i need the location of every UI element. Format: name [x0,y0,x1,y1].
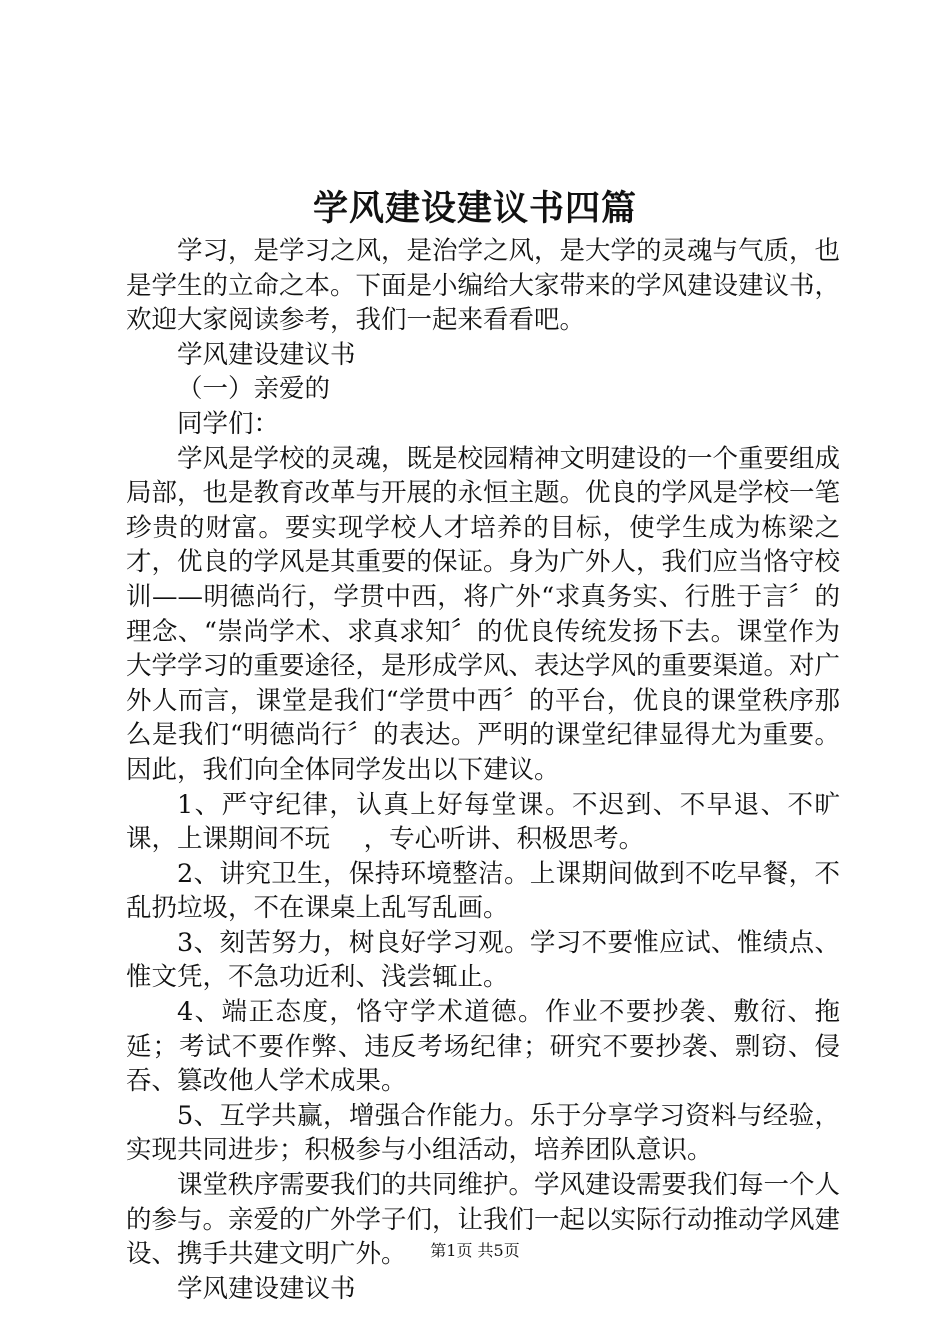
suggestion-item-4: 4、端正态度，恪守学术道德。作业不要抄袭、敷衍、拖延；考试不要作弊、违反考场纪律；研究不要抄袭、剽窃、侵吞、篡改他人学术成果。 [126,997,840,1097]
body-paragraph: 学风是学校的灵魂，既是校园精神文明建设的一个重要组成局部，也是教育改革与开展的永恒主题。优良的学风是学校一笔珍贵的财富。要实现学校人才培养的目标，使学生成为栋梁之才，优良的学风是其重要的保证。身为广外人，我们应当恪守校训——明德尚行，学贯中西，将广外“求真务实、行胜于言〞的理念、“崇尚学术、求真求知〞的优良传统发扬下去。课堂作为大学学习的重要途径，是形成学风、表达学风的重要渠道。对广外人而言，课堂是我们“学贯中西〞的平台，优良的课堂秩序那么是我们“明德尚行〞的表达。严明的课堂纪律显得尤为重要。因此，我们向全体同学发出以下建议。 [126,443,841,785]
section-heading-2: 学风建设建议书 [177,1273,356,1304]
section-heading: 学风建设建议书 [177,339,356,370]
subsection-label: （一）亲爱的 [177,374,331,405]
suggestion-item-2: 2、讲究卫生，保持环境整洁。上课期间做到不吃早餐，不乱扔垃圾，不在课桌上乱写乱画。 [126,858,840,924]
intro-paragraph: 学习，是学习之风，是治学之风，是大学的灵魂与气质，也是学生的立命之本。下面是小编给大家带来的学风建设建议书，欢迎大家阅读参考，我们一起来看看吧。 [126,236,841,336]
document-body [126,234,840,1306]
salutation: 同学们： [177,408,280,439]
suggestion-item-1: 1、严守纪律，认真上好每堂课。不迟到、不早退、不旷课，上课期间不玩 ，专心听讲、积极思考。 [126,789,840,855]
suggestion-item-3: 3、刻苦努力，树良好学习观。学习不要惟应试、惟绩点、惟文凭，不急功近利、浅尝辄止。 [126,927,840,993]
suggestion-item-5: 5、互学共赢，增强合作能力。乐于分享学习资料与经验，实现共同进步；积极参与小组活动，培养团队意识。 [126,1100,840,1166]
document-title: 学风建设建议书四篇 [312,188,637,229]
closing-paragraph: 课堂秩序需要我们的共同维护。学风建设需要我们每一个人的参与。亲爱的广外学子们，让我们一起以实际行动推动学风建设、携手共建文明广外。 [126,1170,841,1270]
page-footer: 第1页 共5页 [430,1241,520,1260]
